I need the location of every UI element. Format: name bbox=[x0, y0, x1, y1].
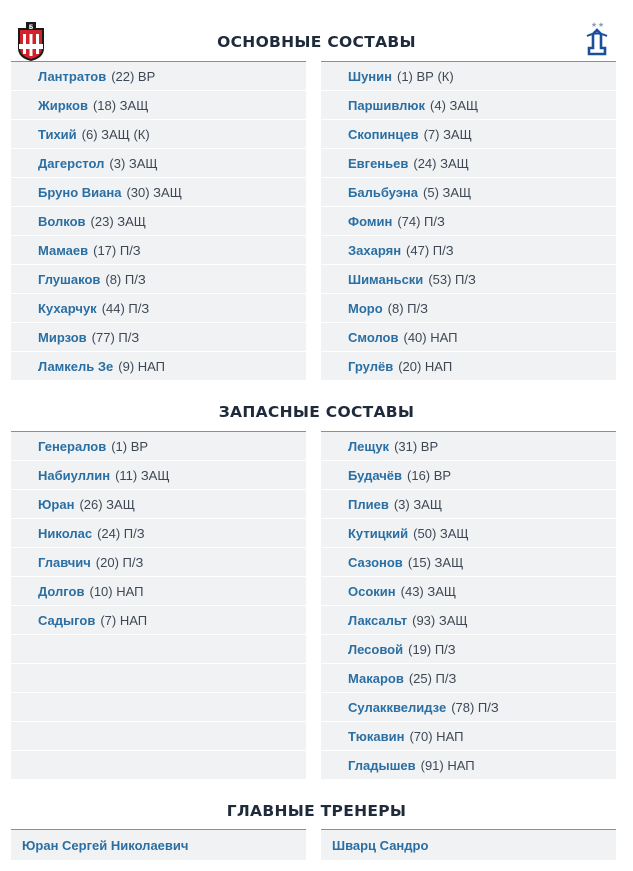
player-row bbox=[321, 722, 616, 751]
player-number-position: (31) ВР bbox=[394, 438, 439, 454]
player-number-position: (93) ЗАЩ bbox=[412, 612, 468, 628]
player-name-link[interactable]: Осокин bbox=[348, 583, 396, 599]
player-name-link[interactable]: Мирзов bbox=[38, 329, 87, 345]
player-row bbox=[321, 432, 616, 461]
player-number-position: (44) П/З bbox=[101, 300, 150, 316]
player-name-link[interactable]: Скопинцев bbox=[348, 126, 419, 142]
lineups-title: ОСНОВНЫЕ СОСТАВЫ bbox=[217, 33, 416, 51]
player-row bbox=[321, 149, 616, 178]
player-row bbox=[321, 120, 616, 149]
player-name-link[interactable]: Макаров bbox=[348, 670, 404, 686]
player-name-link[interactable]: Тихий bbox=[38, 126, 77, 142]
player-number-position: (4) ЗАЩ bbox=[430, 97, 479, 113]
player-row bbox=[11, 490, 306, 519]
player-number-position: (11) ЗАЩ bbox=[115, 467, 170, 483]
player-row bbox=[11, 352, 306, 381]
player-number-position: (15) ЗАЩ bbox=[407, 554, 464, 570]
player-name-link[interactable]: Плиев bbox=[348, 496, 389, 512]
coach-row bbox=[321, 830, 616, 860]
player-name-link[interactable]: Мамаев bbox=[38, 242, 89, 258]
player-number-position: (20) П/З bbox=[95, 554, 144, 570]
player-number-position: (22) ВР bbox=[111, 68, 156, 84]
player-row bbox=[321, 461, 616, 490]
player-name-link[interactable]: Волков bbox=[38, 213, 86, 229]
player-number-position: (74) П/З bbox=[397, 213, 445, 229]
player-row bbox=[321, 91, 616, 120]
away-coach bbox=[321, 829, 616, 860]
player-number-position: (17) П/З bbox=[93, 242, 141, 258]
player-number-position: (20) НАП bbox=[398, 358, 453, 374]
home-subs-list bbox=[11, 431, 306, 780]
player-number-position: (1) ВР (К) bbox=[397, 68, 454, 84]
player-name-link[interactable]: Моро bbox=[348, 300, 383, 316]
player-number-position: (50) ЗАЩ bbox=[413, 525, 469, 541]
away-coach-name[interactable]: Шварц Сандро bbox=[332, 837, 429, 853]
player-name-link[interactable]: Кухарчук bbox=[38, 300, 97, 316]
player-row bbox=[11, 461, 306, 490]
player-name-link[interactable]: Кутицкий bbox=[348, 525, 409, 541]
player-number-position: (10) НАП bbox=[89, 583, 144, 599]
player-row bbox=[321, 664, 616, 693]
player-number-position: (18) ЗАЩ bbox=[92, 97, 149, 113]
player-row bbox=[321, 352, 616, 381]
player-name-link[interactable]: Долгов bbox=[38, 583, 85, 599]
player-name-link[interactable]: Сазонов bbox=[348, 554, 403, 570]
player-row bbox=[11, 236, 306, 265]
player-row bbox=[11, 120, 306, 149]
svg-text:Б: Б bbox=[28, 24, 34, 31]
player-row bbox=[321, 577, 616, 606]
player-row bbox=[321, 606, 616, 635]
player-number-position: (78) П/З bbox=[451, 699, 499, 715]
player-name-link[interactable]: Паршивлюк bbox=[348, 97, 426, 113]
player-row bbox=[11, 265, 306, 294]
player-name-link[interactable]: Главчич bbox=[38, 554, 91, 570]
player-number-position: (8) П/З bbox=[105, 271, 146, 287]
player-name-link[interactable]: Генералов bbox=[38, 438, 107, 454]
player-name-link[interactable]: Ламкель Зе bbox=[38, 358, 114, 374]
player-name-link[interactable]: Лаксальт bbox=[348, 612, 408, 628]
player-row bbox=[321, 207, 616, 236]
player-number-position: (1) ВР bbox=[111, 438, 149, 454]
player-name-link[interactable]: Юран bbox=[38, 496, 75, 512]
player-number-position: (77) П/З bbox=[91, 329, 140, 345]
player-number-position: (16) ВР bbox=[407, 467, 452, 483]
player-row bbox=[11, 664, 306, 693]
player-name-link[interactable]: Смолов bbox=[348, 329, 399, 345]
player-row bbox=[321, 693, 616, 722]
player-number-position: (26) ЗАЩ bbox=[79, 496, 135, 512]
player-number-position: (47) П/З bbox=[406, 242, 454, 258]
player-number-position: (7) НАП bbox=[100, 612, 148, 628]
player-name-link[interactable]: Фомин bbox=[348, 213, 393, 229]
player-name-link[interactable]: Сулакквелидзе bbox=[348, 699, 447, 715]
player-row bbox=[11, 548, 306, 577]
player-row bbox=[321, 548, 616, 577]
player-row bbox=[11, 693, 306, 722]
player-name-link[interactable]: Евгеньев bbox=[348, 155, 409, 171]
player-number-position: (30) ЗАЩ bbox=[126, 184, 182, 200]
player-row bbox=[11, 149, 306, 178]
player-name-link[interactable]: Захарян bbox=[348, 242, 402, 258]
player-row bbox=[11, 606, 306, 635]
player-row bbox=[11, 62, 306, 91]
player-row bbox=[321, 635, 616, 664]
player-row bbox=[11, 207, 306, 236]
player-row bbox=[11, 519, 306, 548]
coach-row bbox=[11, 830, 306, 860]
player-number-position: (24) П/З bbox=[97, 525, 145, 541]
player-name-link[interactable]: Лантратов bbox=[38, 68, 107, 84]
player-name-link[interactable]: Тюкавин bbox=[348, 728, 405, 744]
player-name-link[interactable]: Шунин bbox=[348, 68, 392, 84]
player-name-link[interactable]: Николас bbox=[38, 525, 93, 541]
player-number-position: (70) НАП bbox=[409, 728, 464, 744]
player-name-link[interactable]: Садыгов bbox=[38, 612, 96, 628]
svg-text:★: ★ bbox=[597, 21, 605, 29]
player-name-link[interactable]: Глушаков bbox=[38, 271, 101, 287]
player-name-link[interactable]: Лещук bbox=[348, 438, 390, 454]
player-name-link[interactable]: Бруно Виана bbox=[38, 184, 122, 200]
player-row bbox=[11, 722, 306, 751]
player-number-position: (24) ЗАЩ bbox=[413, 155, 469, 171]
player-number-position: (23) ЗАЩ bbox=[90, 213, 146, 229]
player-row bbox=[321, 323, 616, 352]
player-row bbox=[11, 432, 306, 461]
player-number-position: (8) П/З bbox=[387, 300, 428, 316]
player-row bbox=[11, 751, 306, 780]
player-number-position: (19) П/З bbox=[408, 641, 456, 657]
player-number-position: (5) ЗАЩ bbox=[423, 184, 472, 200]
player-number-position: (3) ЗАЩ bbox=[109, 155, 158, 171]
player-number-position: (9) НАП bbox=[118, 358, 166, 374]
player-row bbox=[321, 178, 616, 207]
player-row bbox=[321, 751, 616, 780]
player-row bbox=[321, 490, 616, 519]
player-name-link[interactable]: Дагерстол bbox=[38, 155, 105, 171]
player-row bbox=[321, 62, 616, 91]
subs-title: ЗАПАСНЫЕ СОСТАВЫ bbox=[218, 403, 415, 421]
player-name-link[interactable]: Бальбуэна bbox=[348, 184, 419, 200]
home-coach-name[interactable]: Юран Сергей Николаевич bbox=[22, 837, 189, 853]
player-name-link[interactable]: Жирков bbox=[38, 97, 88, 113]
player-row bbox=[321, 519, 616, 548]
away-subs-list bbox=[321, 431, 616, 780]
player-number-position: (43) ЗАЩ bbox=[400, 583, 457, 599]
player-name-link[interactable]: Шиманьски bbox=[348, 271, 424, 287]
player-number-position: (91) НАП bbox=[420, 757, 475, 773]
player-number-position: (7) ЗАЩ bbox=[423, 126, 472, 142]
player-name-link[interactable]: Гладышев bbox=[348, 757, 416, 773]
player-row bbox=[11, 323, 306, 352]
player-row bbox=[321, 236, 616, 265]
player-row bbox=[321, 265, 616, 294]
player-row bbox=[11, 178, 306, 207]
player-number-position: (3) ЗАЩ bbox=[393, 496, 443, 512]
player-name-link[interactable]: Грулёв bbox=[348, 358, 394, 374]
player-row bbox=[11, 577, 306, 606]
player-row bbox=[11, 294, 306, 323]
home-coach bbox=[11, 829, 306, 860]
player-row bbox=[321, 294, 616, 323]
player-row bbox=[11, 91, 306, 120]
player-name-link[interactable]: Будачёв bbox=[348, 467, 403, 483]
player-name-link[interactable]: Лесовой bbox=[348, 641, 404, 657]
player-name-link[interactable]: Набиуллин bbox=[38, 467, 111, 483]
svg-text:★: ★ bbox=[590, 21, 598, 29]
player-number-position: (53) П/З bbox=[428, 271, 476, 287]
player-number-position: (40) НАП bbox=[403, 329, 458, 345]
coaches-title: ГЛАВНЫЕ ТРЕНЕРЫ bbox=[226, 802, 407, 820]
away-lineup-list bbox=[321, 61, 616, 381]
player-number-position: (25) П/З bbox=[408, 670, 457, 686]
home-lineup-list bbox=[11, 61, 306, 381]
player-number-position: (6) ЗАЩ (К) bbox=[81, 126, 150, 142]
player-row bbox=[11, 635, 306, 664]
